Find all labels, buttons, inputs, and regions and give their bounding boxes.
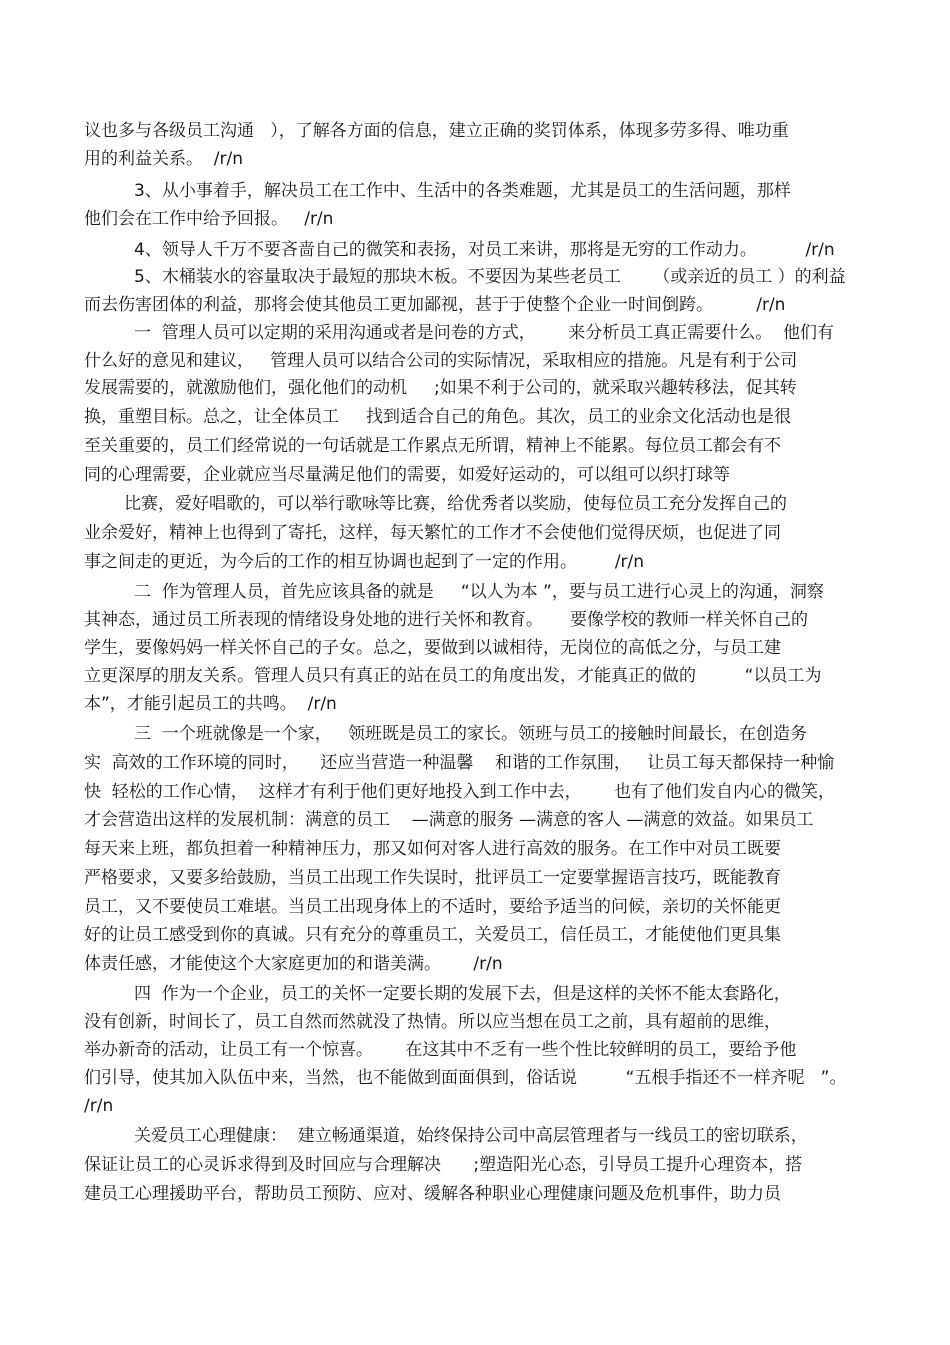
text-line: 体责任感，才能使这个大家庭更加的和谐美满。 /r/n (84, 954, 503, 974)
text-line: 才会营造出这样的发展机制：满意的员工 —满意的服务 —满意的客人 —满意的效益。如果员工 (84, 810, 814, 830)
text-line: 每天来上班，都负担着一种精神压力，那又如何对客人进行高效的服务。在工作中对员工既要 (84, 839, 781, 859)
text-line: 保证让员工的心灵诉求得到及时回应与合理解决 ;塑造阳光心态，引导员工提升心理资本，搭 (84, 1155, 803, 1175)
text-line: 用的利益关系。 /r/n (84, 149, 244, 169)
text-line: 没有创新，时间长了，员工自然而然就没了热情。所以应当想在员工之前，具有超前的思维， (84, 1012, 781, 1032)
text-line: 关爱员工心理健康： 建立畅通渠道，始终保持公司中高层管理者与一线员工的密切联系， (134, 1126, 808, 1146)
text-line: 四 作为一个企业，员工的关怀一定要长期的发展下去，但是这样的关怀不能太套路化， (134, 984, 791, 1004)
text-line: 实 高效的工作环境的同时， 还应当营造一种温馨 和谐的工作氛围， 让员工每天都保持一种愉 (84, 753, 835, 773)
text-line: 他们会在工作中给予回报。 /r/n (84, 209, 334, 229)
text-line: 比赛，爱好唱歌的，可以举行歌咏等比赛，给优秀者以奖励，使每位员工充分发挥自己的 (124, 494, 787, 514)
text-line: 严格要求，又要多给鼓励，当员工出现工作失误时，批评员工一定要掌握语言技巧，既能教育 (84, 868, 781, 888)
text-line: 快 轻松的工作心情， 这样才有利于他们更好地投入到工作中去， 也有了他们发自内心的微笑， (84, 782, 836, 802)
text-line: 二 作为管理人员，首先应该具备的就是 “以人为本 ”，要与员工进行心灵上的沟通，洞察 (134, 582, 824, 602)
text-line: 换，重塑目标。总之，让全体员工 找到适合自己的角色。其次，员工的业余文化活动也是很 (84, 407, 792, 427)
text-line: 事之间走的更近，为今后的工作的相互协调也起到了一定的作用。 /r/n (84, 552, 645, 572)
text-line: 立更深厚的朋友关系。管理人员只有真正的站在员工的角度出发，才能真正的做的 “以员工为 (84, 666, 822, 686)
text-line: 建员工心理援助平台，帮助员工预防、应对、缓解各种职业心理健康问题及危机事件，助力员 (84, 1184, 781, 1204)
text-line: 一 管理人员可以定期的采用沟通或者是问卷的方式， 来分析员工真正需要什么。 他们有 (134, 323, 835, 343)
text-line: 议也多与各级员工沟通 ），了解各方面的信息，建立正确的奖罚体系，体现多劳多得、唯功重 (84, 121, 789, 141)
text-line: 学生，要像妈妈一样关怀自己的子女。总之，要做到以诚相待，无岗位的高低之分，与员工建 (84, 638, 781, 658)
text-line: 同的心理需要，企业就应当尽量满足他们的需要，如爱好运动的，可以组可以织打球等 (84, 465, 730, 485)
text-line: 而去伤害团体的利益，那将会使其他员工更加鄙视，甚于于使整个企业一时间倒跨。 /r/n (84, 295, 786, 315)
text-line: 三 一个班就像是一个家， 领班既是员工的家长。领班与员工的接触时间最长，在创造务 (134, 724, 808, 744)
text-line: /r/n (84, 1096, 114, 1116)
text-line: 至关重要的，员工们经常说的一句话就是工作累点无所谓，精神上不能累。每位员工都会有不 (84, 436, 781, 456)
text-line: 本”，才能引起员工的共鸣。 /r/n (84, 694, 337, 714)
text-line: 业余爱好，精神上也得到了寄托，这样，每天繁忙的工作才不会使他们觉得厌烦，也促进了同 (84, 523, 781, 543)
text-line: 们引导，使其加入队伍中来，当然，也不能做到面面俱到，俗话说 “五根手指还不一样齐呢 ”。 (84, 1068, 847, 1088)
text-line: 员工，又不要使员工难堪。当员工出现身体上的不适时，要给予适当的问候，亲切的关怀能更 (84, 897, 781, 917)
text-line: 其神态，通过员工所表现的情绪设身处地的进行关怀和教育。 要像学校的教师一样关怀自己的 (84, 610, 809, 630)
text-line: 发展需要的，就激励他们，强化他们的动机 ;如果不利于公司的，就采取兴趣转移法，促其转 (84, 378, 797, 398)
text-line: 举办新奇的活动，让员工有一个惊喜。 在这其中不乏有一些个性比较鲜明的员工，要给予他 (84, 1040, 797, 1060)
text-line: 3、从小事着手，解决员工在工作中、生活中的各类难题，尤其是员工的生活问题，那样 (134, 181, 791, 201)
text-line: 什么好的意见和建议， 管理人员可以结合公司的实际情况，采取相应的措施。凡是有利于公司 (84, 351, 798, 371)
text-line: 好的让员工感受到你的真诚。只有充分的尊重员工，关爱员工，信任员工，才能使他们更具集 (84, 925, 781, 945)
text-line: 4、领导人千万不要吝啬自己的微笑和表扬，对员工来讲，那将是无穷的工作动力。 /r/n (134, 240, 835, 260)
text-line: 5、木桶装水的容量取决于最短的那块木板。不要因为某些老员工 （或亲近的员工 ）的利益 (134, 267, 846, 287)
